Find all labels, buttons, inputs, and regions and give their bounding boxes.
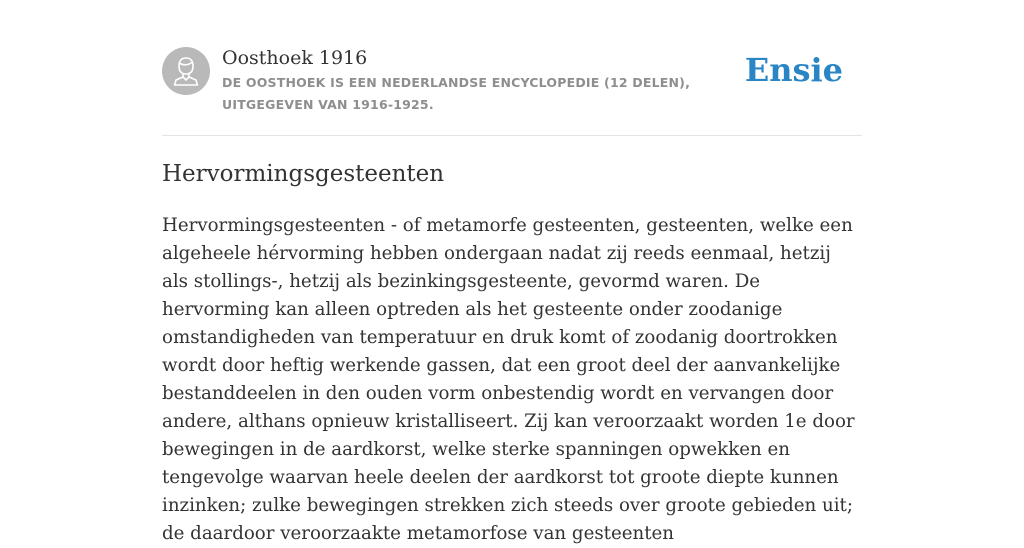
ensie-logo[interactable]: Ensie <box>744 51 843 89</box>
source-header <box>162 44 862 136</box>
article-body: Hervormingsgesteenten - of metamorfe gesteenten, gesteenten, welke een algeheele hérvorming hebben ondergaan nadat zij reeds eenmaal, hetzij als stollings-, hetzij als bezinkingsgesteente, gevormd waren. De hervorming kan alleen optreden als het gesteente onder zoodanige omstandigheden van temperatuur en druk komt of zoodanig doortrokken wordt door heftig werkende gassen, dat een groot deel der aanvankelijke bestanddeelen in den ouden vorm onbestendig wordt en vervangen door andere, althans opnieuw kristalliseert. Zij kan veroorzaakt worden 1e door bewegingen in de aardkorst, welke sterke spanningen opwekken en tengevolge waarvan heele deelen der aardkorst tot groote diepte kunnen inzinken; zulke bewegingen strekken zich steeds over groote gebieden uit; de daardoor veroorzaakte metamorfose van gesteenten <box>162 215 855 544</box>
header-divider <box>162 135 862 136</box>
avatar[interactable] <box>162 47 210 95</box>
source-description: DE OOSTHOEK IS EEN NEDERLANDSE ENCYCLOPEDIE (12 DELEN), UITGEGEVEN VAN 1916-1925. <box>222 75 691 112</box>
source-title[interactable]: Oosthoek 1916 <box>222 47 368 69</box>
article-title: Hervormingsgesteenten <box>162 161 445 187</box>
user-silhouette-icon <box>162 47 210 95</box>
